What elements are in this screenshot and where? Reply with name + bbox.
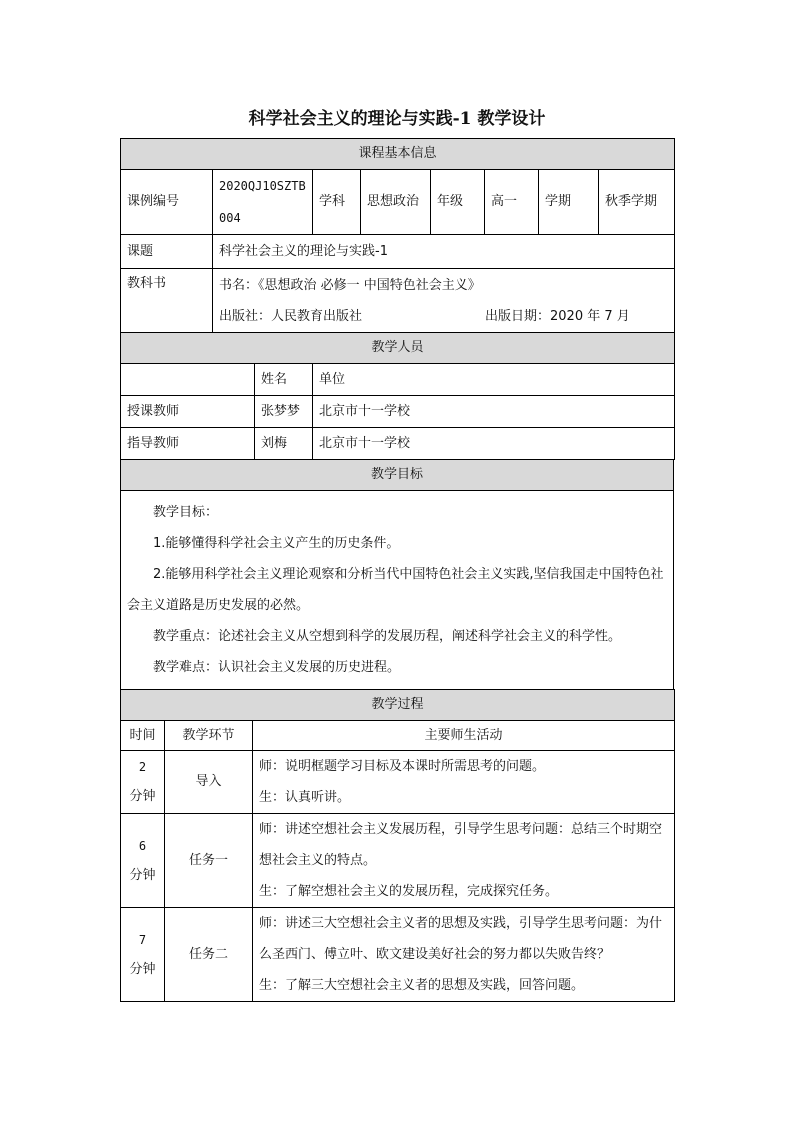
goals-line: 1.能够懂得科学社会主义产生的历史条件。 (153, 536, 400, 551)
term-value: 秋季学期 (599, 170, 675, 235)
grade-label: 年级 (431, 170, 485, 235)
process-stage: 任务一 (165, 814, 253, 908)
process-activity (253, 908, 675, 1002)
activity-line: 生：了解三大空想社会主义者的思想及实践，回答问题。 (259, 978, 585, 993)
staff-row (121, 396, 675, 428)
name-header: 姓名 (255, 364, 313, 396)
staff-role: 指导教师 (121, 428, 255, 460)
topic-label: 课题 (121, 235, 213, 269)
title-main: 科学社会主义的理论与实践-1 (248, 109, 472, 129)
section-staff: 教学人员 (121, 333, 675, 364)
time-unit: 分钟 (129, 867, 156, 883)
goals-table (120, 459, 674, 690)
staff-row (121, 428, 675, 460)
code-value (213, 170, 313, 235)
staff-table (120, 332, 675, 460)
staff-unit: 北京市十一学校 (313, 396, 675, 428)
lesson-plan-table (120, 138, 674, 1002)
textbook-value (213, 269, 675, 333)
process-time (121, 751, 165, 814)
basic-info-table (120, 138, 675, 333)
process-stage: 导入 (165, 751, 253, 814)
time-unit: 分钟 (129, 789, 156, 804)
goals-line: 教学目标： (153, 505, 219, 520)
process-row (121, 908, 675, 1002)
process-activity (253, 751, 675, 814)
staff-role: 授课教师 (121, 396, 255, 428)
activity-line: 生：了解空想社会主义的发展历程，完成探究任务。 (259, 884, 559, 899)
time-number: 6 (138, 838, 147, 853)
activity-header: 主要师生活动 (253, 721, 675, 751)
publisher-line (219, 301, 668, 332)
staff-name: 张梦梦 (255, 396, 313, 428)
process-time (121, 908, 165, 1002)
goals-content (121, 491, 674, 690)
process-activity (253, 814, 675, 908)
grade-value: 高一 (485, 170, 539, 235)
staff-unit: 北京市十一学校 (313, 428, 675, 460)
topic-value: 科学社会主义的理论与实践-1 (213, 235, 675, 269)
book-name: 书名：《思想政治 必修一 中国特色社会主义》 (219, 277, 481, 293)
activity-line: 师：说明框题学习目标及本课时所需思考的问题。 (259, 759, 546, 774)
activity-line: 师：讲述空想社会主义发展历程，引导学生思考问题：总结三个时期空想社会主义的特点。 (259, 822, 663, 868)
section-basic-info: 课程基本信息 (121, 139, 675, 170)
time-unit: 分钟 (129, 961, 156, 977)
stage-header: 教学环节 (165, 721, 253, 751)
subject-value: 思想政治 (361, 170, 431, 235)
code-label: 课例编号 (121, 170, 213, 235)
activity-line: 师：讲述三大空想社会主义者的思想及实践，引导学生思考问题：为什么圣西门、傅立叶、欧文建设美好社会的努力都以失败告终？ (259, 916, 663, 962)
process-stage: 任务二 (165, 908, 253, 1002)
time-number: 7 (138, 932, 147, 947)
activity-line: 生：认真听讲。 (259, 790, 351, 805)
unit-header: 单位 (313, 364, 675, 396)
time-header: 时间 (121, 721, 165, 751)
staff-name: 刘梅 (255, 428, 313, 460)
time-number: 2 (138, 760, 147, 774)
staff-header-blank (121, 364, 255, 396)
process-row (121, 814, 675, 908)
goals-line: 教学重点：论述社会主义从空想到科学的发展历程，阐述科学社会主义的科学性。 (153, 629, 622, 644)
publisher: 出版社：人民教育出版社 (219, 308, 363, 324)
code-value-line1: 2020QJ10SZTB (219, 179, 306, 193)
term-label: 学期 (539, 170, 599, 235)
section-process: 教学过程 (121, 690, 675, 721)
subject-label: 学科 (313, 170, 361, 235)
textbook-label: 教科书 (121, 269, 213, 333)
title-suffix: 教学设计 (471, 109, 546, 129)
document-title (0, 104, 794, 129)
process-table (120, 689, 675, 1002)
publish-date: 出版日期：2020 年 7 月 (485, 308, 630, 324)
goals-line: 2.能够用科学社会主义理论观察和分析当代中国特色社会主义实践,坚信我国走中国特色社会主义道路是历史发展的必然。 (127, 567, 664, 613)
goals-line: 教学难点：认识社会主义发展的历史进程。 (153, 660, 401, 675)
process-row (121, 751, 675, 814)
code-value-line2: 004 (219, 211, 241, 225)
section-goals: 教学目标 (121, 460, 674, 491)
process-time (121, 814, 165, 908)
